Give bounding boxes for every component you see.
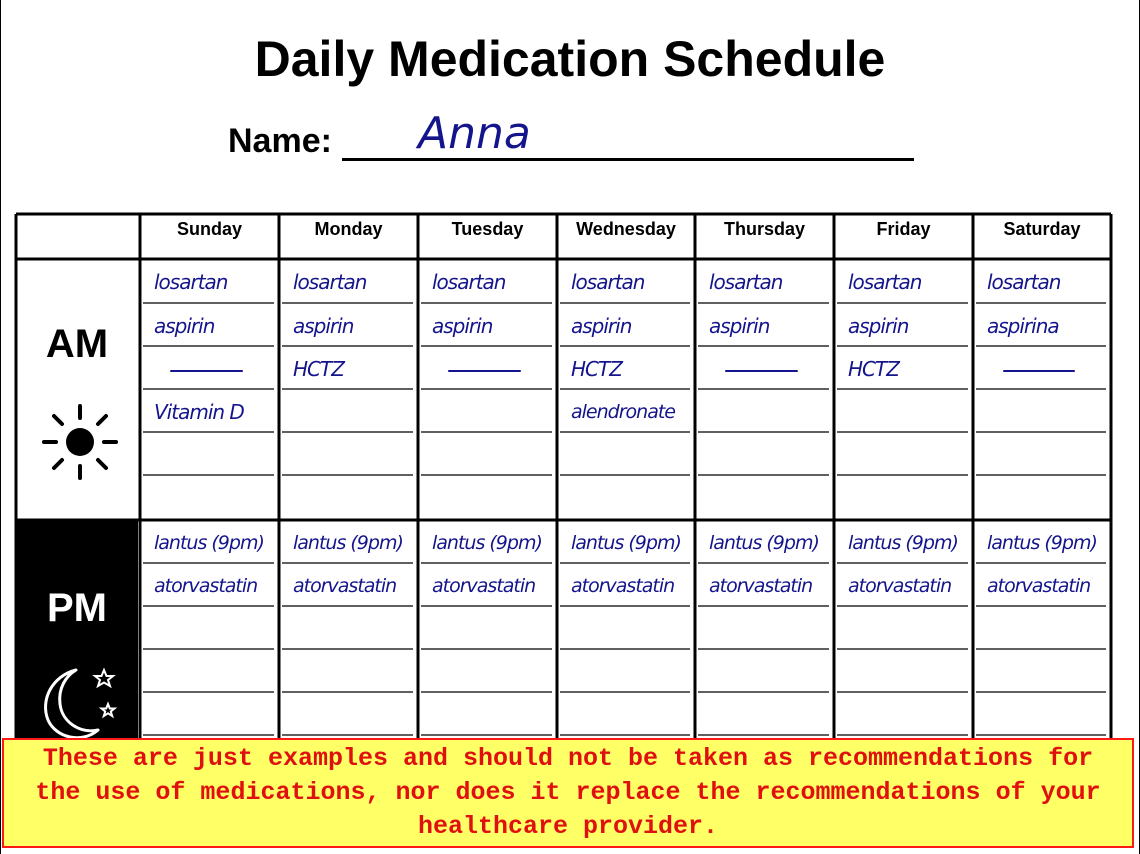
medication-entry[interactable]: losartan [432,270,506,294]
medication-entry[interactable]: losartan [987,270,1061,294]
medication-entry[interactable]: atorvastatin [987,575,1091,597]
medication-entry[interactable]: lantus (9pm) [293,532,403,554]
medication-entry[interactable]: aspirin [848,314,909,338]
medication-entry[interactable]: losartan [571,270,645,294]
name-value[interactable]: Anna [418,108,531,159]
moon-stars-icon [36,664,120,744]
medication-entry[interactable]: losartan [293,270,367,294]
day-header-tuesday: Tuesday [451,219,524,239]
medication-entry-blank [448,370,521,372]
medication-entry[interactable]: losartan [848,270,922,294]
medication-entry-blank [1003,370,1075,372]
day-header-thursday: Thursday [723,219,806,239]
day-header-monday: Monday [314,219,383,239]
medication-entry[interactable]: alendronate [571,401,675,423]
medication-entry[interactable]: losartan [709,270,783,294]
sun-icon [40,402,120,482]
day-header-sunday: Sunday [176,219,242,239]
medication-entry[interactable]: HCTZ [571,357,622,381]
pm-label: PM [47,586,107,630]
medication-entry[interactable]: aspirin [293,314,354,338]
medication-entry-blank [170,370,243,372]
medication-entry[interactable]: atorvastatin [432,575,536,597]
medication-entry[interactable]: losartan [154,270,228,294]
medication-entry[interactable]: aspirin [709,314,770,338]
medication-entry-blank [725,370,798,372]
name-label: Name: [228,122,332,160]
am-label: AM [45,322,109,366]
medication-entry[interactable]: atorvastatin [293,575,397,597]
medication-entry[interactable]: aspirin [154,314,215,338]
day-header-saturday: Saturday [1003,219,1081,239]
medication-entry[interactable]: lantus (9pm) [987,532,1097,554]
day-header-wednesday: Wednesday [576,219,676,239]
medication-entry[interactable]: atorvastatin [848,575,952,597]
medication-entry[interactable]: Vitamin D [154,400,244,424]
medication-entry[interactable]: lantus (9pm) [571,532,681,554]
disclaimer-text: These are just examples and should not be taken as recommendations for the use of medications, nor does it replace the recommendations of your healthcare provider. [35,744,1101,841]
medication-entry[interactable]: atorvastatin [571,575,675,597]
medication-entry[interactable]: aspirina [987,314,1059,338]
medication-entry[interactable]: atorvastatin [709,575,813,597]
medication-entry[interactable]: aspirin [432,314,493,338]
medication-entry[interactable]: lantus (9pm) [432,532,542,554]
medication-entry[interactable]: lantus (9pm) [709,532,819,554]
day-header-friday: Friday [876,219,931,239]
disclaimer-box [2,738,1134,848]
page-title: Daily Medication Schedule [254,31,886,87]
medication-entry[interactable]: atorvastatin [154,575,258,597]
medication-entry[interactable]: aspirin [571,314,632,338]
medication-entry[interactable]: HCTZ [293,357,344,381]
medication-entry[interactable]: HCTZ [848,357,899,381]
medication-entry[interactable]: lantus (9pm) [154,532,264,554]
medication-entry[interactable]: lantus (9pm) [848,532,958,554]
